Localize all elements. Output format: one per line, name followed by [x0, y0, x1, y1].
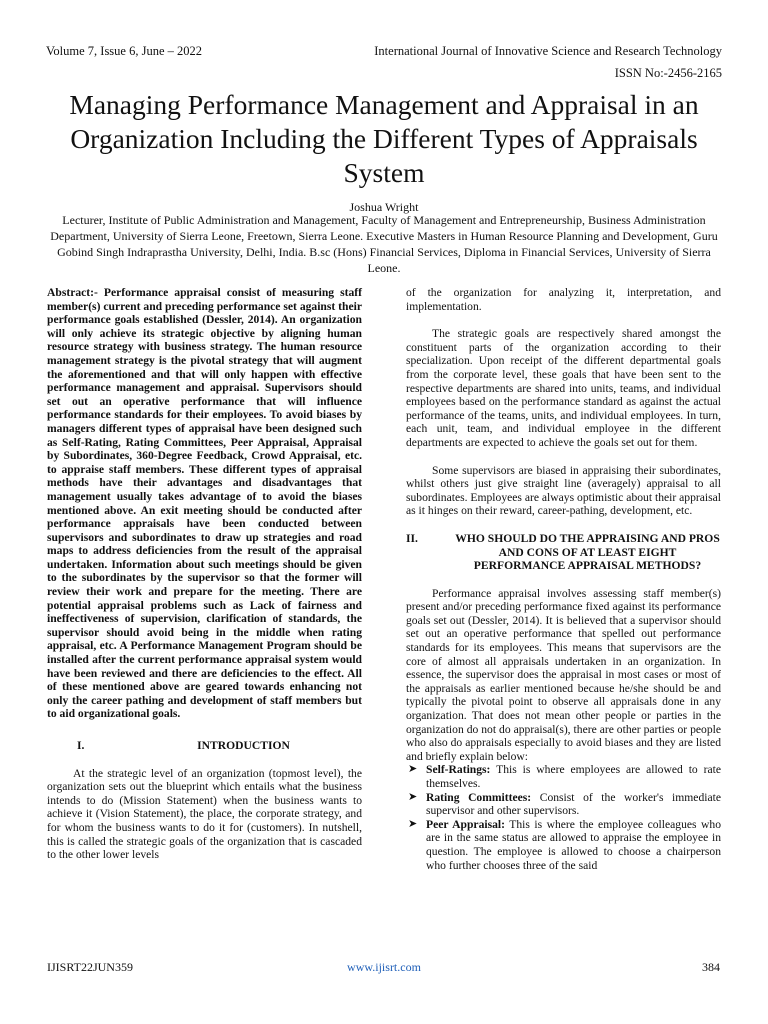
arrow-bullet-icon: ➤: [408, 790, 418, 803]
issn: ISSN No:-2456-2165: [614, 66, 722, 80]
website-link[interactable]: www.ijisrt.com: [347, 960, 421, 974]
author-name: Joshua Wright: [349, 200, 419, 214]
arrow-bullet-icon: ➤: [408, 817, 418, 830]
list-item-text: This is where the employee colleagues who are in the same status are allowed to appraise the employee in question. The employee is allowed to choose a chairperson who further chooses three of the said: [426, 817, 721, 872]
arrow-bullet-icon: ➤: [408, 763, 418, 776]
list-item-text: This is where employees are allowed to rate themselves.: [426, 763, 721, 790]
journal-name: International Journal of Innovative Science and Research Technology: [374, 44, 722, 58]
appraiser-list: [406, 763, 721, 872]
intro-paragraph: At the strategic level of an organization (topmost level), the organization sets out the blueprint which entails what the business intends to do (Mission Statement) when the business wants to achieve it (Vision Statement), the place, the corporate strategy, and for whom the business wants to do it for (customers). In nutshell, this is called the strategic goals of the organization that is cascaded to the other lower levels: [47, 766, 362, 862]
list-item: [406, 791, 721, 818]
continuation-paragraph: of the organization for analyzing it, interpretation, and implementation.: [406, 286, 721, 313]
strategic-goals-paragraph: The strategic goals are respectively shared amongst the constituent parts of the organization according to their specialization. Upon receipt of the different departmental goals from the corporate level, these goals that have been sent to the respective departments are shared into units, teams, and individual employees based on the performance standard as against the actual performance of the teams, units, and individual employees. In turn, each unit, team, and individual employee in the different departments are expected to achieve the goals set out for them.: [406, 327, 721, 449]
list-item-term: Rating Committees:: [426, 790, 532, 804]
author-affiliation: Lecturer, Institute of Public Administration and Management, Faculty of Management and Entrepreneurship, Business Administration Department, University of Sierra Leone, Freetown, Sierra Leone. Executive Masters in Human Resource Planning and Development, Guru Gobind Singh Indraprastha University, Delhi, India. B.sc (Hons) Financial Services, Diploma in Financial Services, University of Sierra Leone.: [50, 213, 718, 275]
section-number: I.: [77, 739, 85, 752]
abstract: Abstract:- Performance appraisal consist of measuring staff member(s) current and preceding performance set against their performance goals established (Dessler, 2014). An organization will only achieve its strategic objective by aligning human resource strategy with business strategy. The human resource management strategy is the pivotal strategy that will augment the aforementioned and that will only happen with effective performance management and appraisal. Supervisors should set out an operative performance that will influence performance standards for their employees. To avoid biases by managers different types of appraisal have been designed such as Self-Rating, Rating Committees, Peer Appraisal, Appraisal by Subordinates, 360-Degree Feedback, Crowd Appraisal, etc. to appraise staff members. These different types of appraisal methods have their advantages and disadvantages that management usually takes advantage of to avoid the biases mentioned above. An exit meeting should be conducted after performance appraisals have been conducted between supervisors and subordinates to draw up strategies and road maps to address deficiencies from the result of the appraisal undertaken. Information about such meetings should be given to the subordinates by the supervisor so that the former will review their work and prepare for the meeting. There are potential appraisal problems such as Lack of fairness and ineffectiveness of supervision, clarification of standards, the supervisor should avoid being in the middle when rating appraisal, etc. A Performance Management Program should be installed after the current performance appraisal system would have been reviewed and there are deficiencies to the effect. All of these mentioned above are geared towards enhancing not only the career pathing and development of staff members but to aid organizational goals.: [47, 286, 362, 721]
list-item-term: Self-Ratings:: [426, 763, 491, 777]
list-item: [406, 818, 721, 872]
paper-title: Managing Performance Management and Appraisal in an Organization Including the Different Types of Appraisals System: [69, 89, 699, 188]
list-item-text: Consist of the worker's immediate supervisor and other supervisors.: [426, 790, 721, 818]
list-item: [406, 763, 721, 790]
paper-id: IJISRT22JUN359: [47, 960, 133, 974]
volume-issue: Volume 7, Issue 6, June – 2022: [46, 44, 203, 58]
section-heading-introduction: [47, 739, 362, 753]
page-number: 384: [702, 960, 720, 974]
section-heading-appraising: [406, 532, 721, 573]
section-title: INTRODUCTION: [197, 739, 290, 752]
section-number: II.: [406, 531, 418, 545]
left-column: [47, 286, 362, 862]
right-column: [406, 286, 721, 872]
section-title: WHO SHOULD DO THE APPRAISING AND PROS AND CONS OF AT LEAST EIGHT PERFORMANCE APPRAISAL METHODS?: [455, 531, 720, 573]
appraisal-paragraph: Performance appraisal involves assessing staff member(s) present and/or preceding performance fixed against its performance goals set out (Dessler, 2014). It is believed that a supervisor should set out an operative performance that spelled out performance standards for its employees. This means that supervisors are the core of almost all appraisals undertaken in an organization. In essence, the supervisor does the appraisal in most cases or most of the appraisals as earlier mentioned because he/she should be and typically the pivotal point to observe all appraisals done in any organization. That does not mean other people or parties in the organization do not do appraisal(s), there are other parties or people who also do appraisals especially to avoid biases and they are listed and briefly explain below:: [406, 586, 721, 763]
biased-supervisors-paragraph: Some supervisors are biased in appraising their subordinates, whilst others just give straight line (averagely) appraisal to all subordinates. Employees are always optimistic about their appraisal as it hinges on their reward, career-pathing, development, etc.: [406, 463, 721, 518]
list-item-term: Peer Appraisal:: [426, 817, 505, 831]
